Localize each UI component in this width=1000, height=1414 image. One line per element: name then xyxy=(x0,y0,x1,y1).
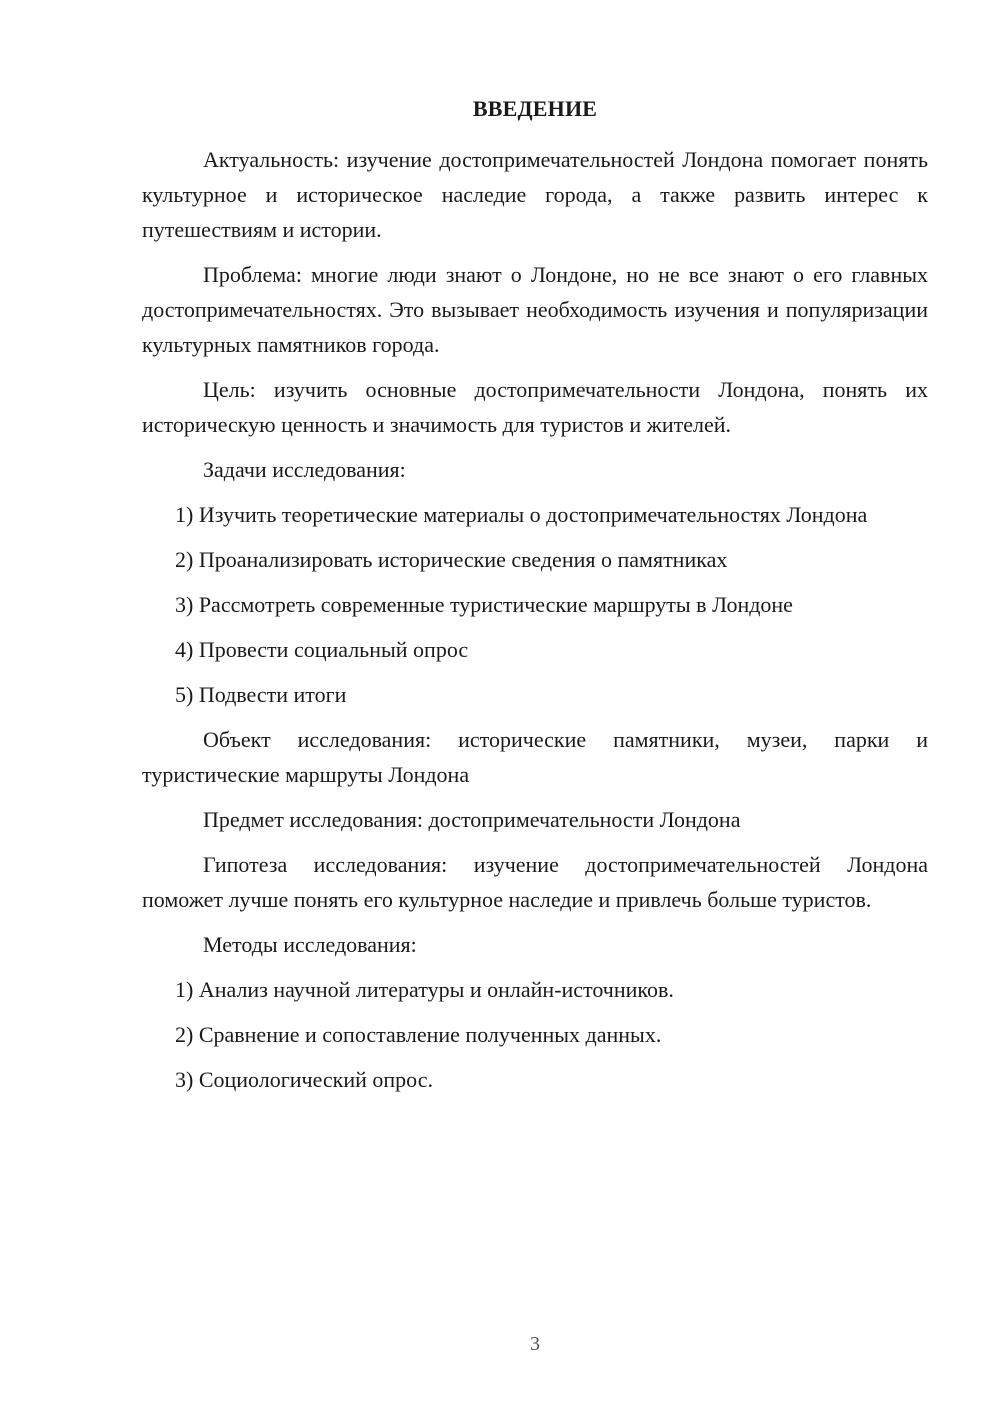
goal-paragraph: Цель: изучить основные достопримечательности Лондона, понять их историческую ценность и значимость для туристов и жителей. xyxy=(142,377,928,437)
page-heading: ВВЕДЕНИЕ xyxy=(472,96,598,121)
method-item: 2) Сравнение и сопоставление полученных данных. xyxy=(175,1022,662,1047)
task-item: 5) Подвести итоги xyxy=(175,682,347,707)
subject-paragraph: Предмет исследования: достопримечательности Лондона xyxy=(203,807,741,832)
task-item: 2) Проанализировать исторические сведения о памятниках xyxy=(175,547,728,572)
method-item: 3) Социологический опрос. xyxy=(175,1067,433,1092)
document-body xyxy=(142,142,928,1107)
method-item: 1) Анализ научной литературы и онлайн-источников. xyxy=(175,977,674,1002)
tasks-heading: Задачи исследования: xyxy=(203,457,406,482)
page-number: 3 xyxy=(530,1333,540,1355)
methods-heading: Методы исследования: xyxy=(203,932,417,957)
relevance-paragraph: Актуальность: изучение достопримечательностей Лондона помогает понять культурное и историческое наследие города, а также развить интерес к путешествиям и истории. xyxy=(142,147,928,242)
task-item: 1) Изучить теоретические материалы о достопримечательностях Лондона xyxy=(175,502,868,527)
object-paragraph: Объект исследования: исторические памятники, музеи, парки и туристические маршруты Лондона xyxy=(142,727,928,787)
document-page xyxy=(142,0,928,1414)
task-item: 4) Провести социальный опрос xyxy=(175,637,469,662)
hypothesis-paragraph: Гипотеза исследования: изучение достопримечательностей Лондона поможет лучше понять его культурное наследие и привлечь больше туристов. xyxy=(142,852,928,912)
task-item: 3) Рассмотреть современные туристические маршруты в Лондоне xyxy=(175,592,793,617)
problem-paragraph: Проблема: многие люди знают о Лондоне, но не все знают о его главных достопримечательностях. Это вызывает необходимость изучения и популяризации культурных памятников города. xyxy=(142,262,928,357)
